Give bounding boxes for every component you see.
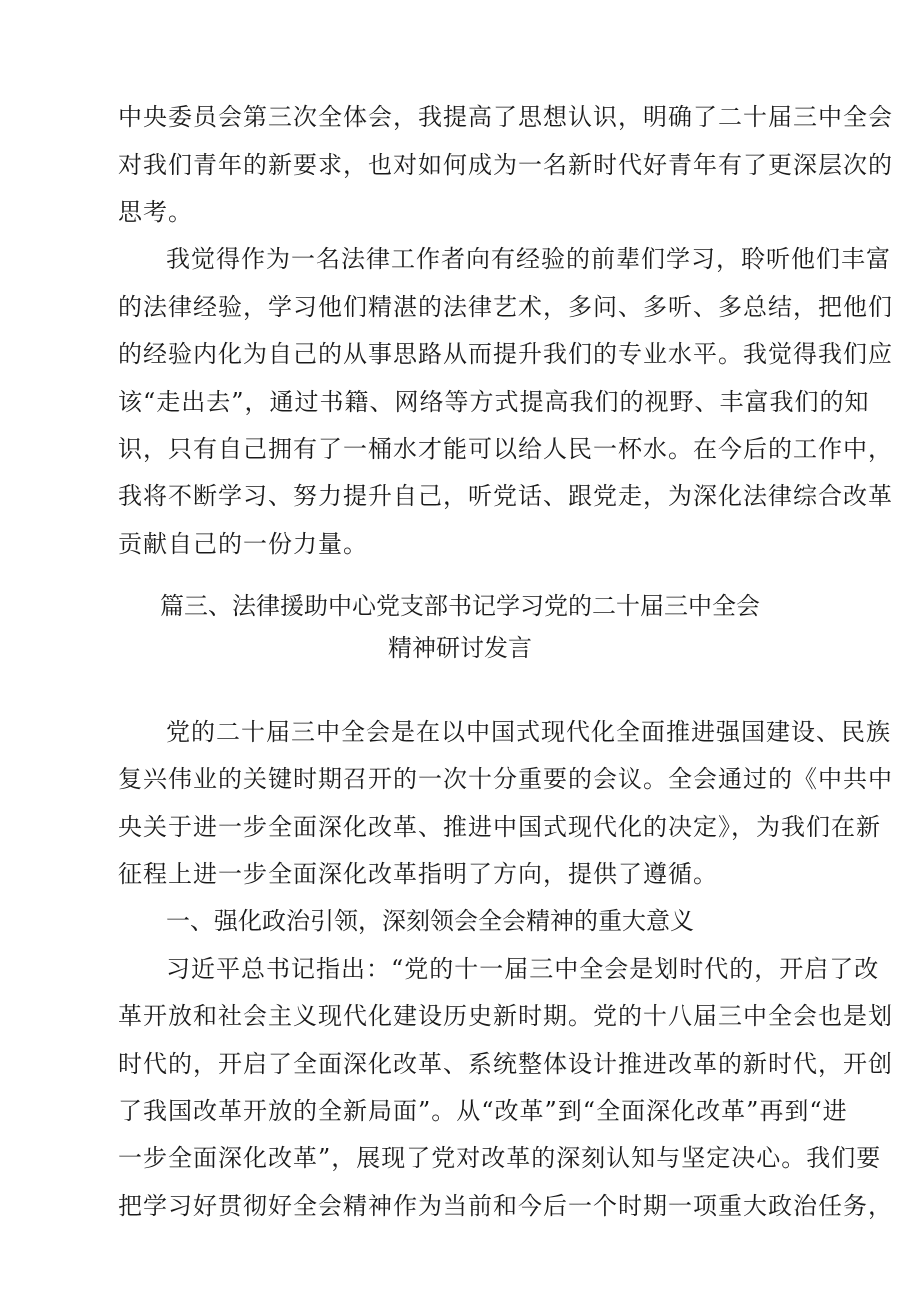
text-line: 革开放和社会主义现代化建设历史新时期。党的十八届三中全会也是划 (118, 1002, 893, 1030)
text-line: 把学习好贯彻好全会精神作为当前和今后一个时期一项重大政治任务， (118, 1192, 893, 1220)
text-line: 一步全面深化改革”，展现了党对改革的深刻认知与坚定决心。我们要 (118, 1144, 882, 1172)
text-line: 思考。 (118, 198, 193, 226)
text-line: 复兴伟业的关键时期召开的一次十分重要的会议。全会通过的《中共中 (118, 765, 893, 793)
section-title: 精神研讨发言 (388, 634, 532, 662)
text-line: 我将不断学习、努力提升自己，听党话、跟党走，为深化法律综合改革 (118, 482, 893, 510)
text-line: 习近平总书记指出：“党的十一届三中全会是划时代的，开启了改 (166, 955, 880, 983)
text-line: 央关于进一步全面深化改革、推进中国式现代化的决定》，为我们在新 (118, 813, 881, 841)
text-line: 的法律经验，学习他们精湛的法律艺术，多问、多听、多总结，把他们 (118, 293, 893, 321)
text-line: 中央委员会第三次全体会，我提高了思想认识，明确了二十届三中全会 (118, 103, 893, 131)
text-line: 对我们青年的新要求，也对如何成为一名新时代好青年有了更深层次的 (118, 151, 893, 179)
text-line: 我觉得作为一名法律工作者向有经验的前辈们学习，聆听他们丰富 (166, 245, 891, 273)
text-line: 党的二十届三中全会是在以中国式现代化全面推进强国建设、民族 (166, 718, 891, 746)
text-line: 征程上进一步全面深化改革指明了方向，提供了遵循。 (118, 860, 718, 888)
section-title: 篇三、法律援助中心党支部书记学习党的二十届三中全会 (160, 592, 760, 620)
text-line: 贡献自己的一份力量。 (118, 530, 368, 558)
section-heading: 一、强化政治引领，深刻领会全会精神的重大意义 (166, 907, 694, 935)
text-line: 该“走出去”，通过书籍、网络等方式提高我们的视野、丰富我们的知 (118, 388, 870, 416)
text-line: 识，只有自己拥有了一桶水才能可以给人民一杯水。在今后的工作中， (118, 435, 893, 463)
text-line: 时代的，开启了全面深化改革、系统整体设计推进改革的新时代，开创 (118, 1050, 893, 1078)
text-line: 的经验内化为自己的从事思路从而提升我们的专业水平。我觉得我们应 (118, 340, 893, 368)
text-line: 了我国改革开放的全新局面”。从“改革”到“全面深化改革”再到“进 (118, 1097, 848, 1125)
